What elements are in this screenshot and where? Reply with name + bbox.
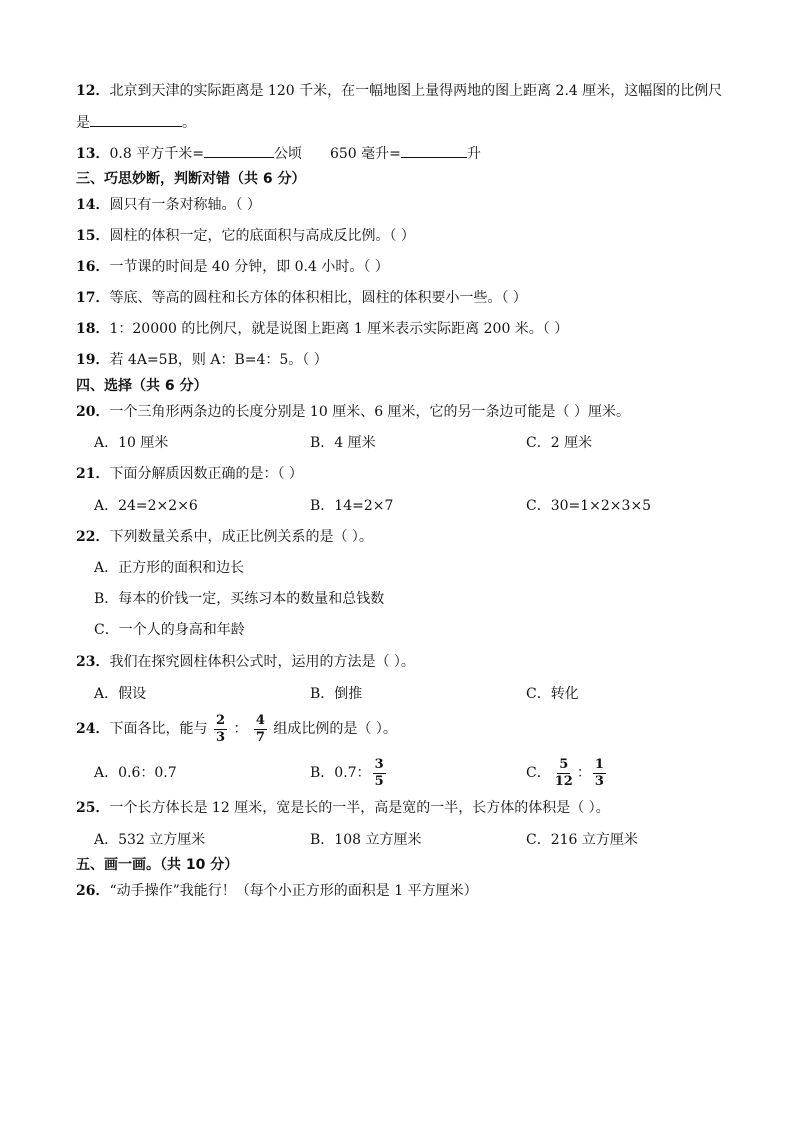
option-b[interactable]: B．0.7： $\frac{3}{5}$ (310, 756, 384, 789)
question-20: 20．一个三角形两条边的长度分别是 10 厘米、6 厘米，它的另一条边可能是（ ）厘米。 (76, 404, 631, 420)
fraction: $\frac{3}{5}$ (374, 756, 384, 789)
question-25: 25．一个长方体长是 12 厘米，宽是长的一半，高是宽的一半，长方体的体积是（ ）。 (76, 800, 610, 816)
question-number: 13． (76, 146, 110, 162)
option-a[interactable]: A．假设 (94, 686, 147, 702)
option-a[interactable]: A．532 立方厘米 (94, 832, 206, 848)
question-12 (76, 81, 722, 101)
question-12-continuation: 是 。 (76, 112, 196, 133)
question-24: 24．下面各比，能与 $\frac{2}{3}$ ： $\frac{4}{7}$ 组成比例的是（ ）。 (76, 712, 397, 745)
section-5-title: 五、画一画。（共 10 分） (76, 857, 239, 873)
question-21-options (94, 494, 734, 518)
option-b[interactable]: B．每本的价钱一定，买练习本的数量和总钱数 (94, 591, 385, 607)
question-15: 15．圆柱的体积一定，它的底面积与高成反比例。（ ） (76, 228, 415, 244)
option-c[interactable]: C．2 厘米 (526, 435, 593, 451)
question-number: 12． (76, 83, 110, 99)
section-4-title: 四、选择（共 6 分） (76, 378, 208, 394)
question-13: 13．0.8 平方千米= 公顷 650 毫升= 升 (76, 143, 481, 164)
section-3-title: 三、巧思妙断，判断对错（共 6 分） (76, 171, 306, 187)
fraction: $\frac{5}{12}$ (554, 756, 573, 789)
option-c[interactable]: C．216 立方厘米 (526, 832, 638, 848)
answer-blank[interactable] (90, 112, 182, 127)
option-c[interactable]: C．一个人的身高和年龄 (94, 622, 245, 638)
option-b[interactable]: B．4 厘米 (310, 435, 376, 451)
question-22: 22．下列数量关系中，成正比例关系的是（ ）。 (76, 529, 373, 545)
option-b[interactable]: B．倒推 (310, 686, 363, 702)
fraction: $\frac{2}{3}$ (215, 712, 225, 745)
option-a[interactable]: A．10 厘米 (94, 435, 169, 451)
question-19: 19．若 4A=5B，则 A：B=4：5。（ ） (76, 352, 328, 368)
question-18: 18．1：20000 的比例尺，就是说图上距离 1 厘米表示实际距离 200 米。（ ） (76, 321, 569, 337)
question-26: 26．“动手操作”我能行！（每个小正方形的面积是 1 平方厘米） (76, 883, 478, 899)
question-24-options (94, 755, 734, 791)
question-16: 16．一节课的时间是 40 分钟，即 0.4 小时。（ ） (76, 259, 389, 275)
question-17: 17．等底、等高的圆柱和长方体的体积相比，圆柱的体积要小一些。（ ） (76, 290, 527, 306)
option-c[interactable]: C．转化 (526, 686, 579, 702)
question-25-options (94, 828, 734, 852)
option-a[interactable]: A．正方形的面积和边长 (94, 560, 245, 576)
question-14: 14．圆只有一条对称轴。（ ） (76, 197, 261, 213)
question-text: 北京到天津的实际距离是 120 千米，在一幅地图上量得两地的图上距离 2.4 厘米，这幅图的比例尺 (109, 83, 723, 99)
option-a[interactable]: A．0.6：0.7 (94, 765, 177, 781)
option-b[interactable]: B．108 立方厘米 (310, 832, 422, 848)
option-c[interactable]: C．30=1×2×3×5 (526, 498, 652, 514)
option-b[interactable]: B．14=2×7 (310, 498, 394, 514)
fraction: $\frac{4}{7}$ (255, 712, 265, 745)
fraction: $\frac{1}{3}$ (594, 756, 604, 789)
question-21: 21．下面分解质因数正确的是：（ ） (76, 466, 303, 482)
answer-blank[interactable] (204, 143, 274, 158)
answer-blank[interactable] (401, 143, 467, 158)
option-c[interactable]: C． $\frac{5}{12}$ ： $\frac{1}{3}$ (526, 756, 604, 789)
question-23-options (94, 682, 734, 706)
question-23: 23．我们在探究圆柱体积公式时，运用的方法是（ ）。 (76, 654, 415, 670)
option-a[interactable]: A．24=2×2×6 (94, 498, 198, 514)
question-20-options (94, 431, 734, 455)
